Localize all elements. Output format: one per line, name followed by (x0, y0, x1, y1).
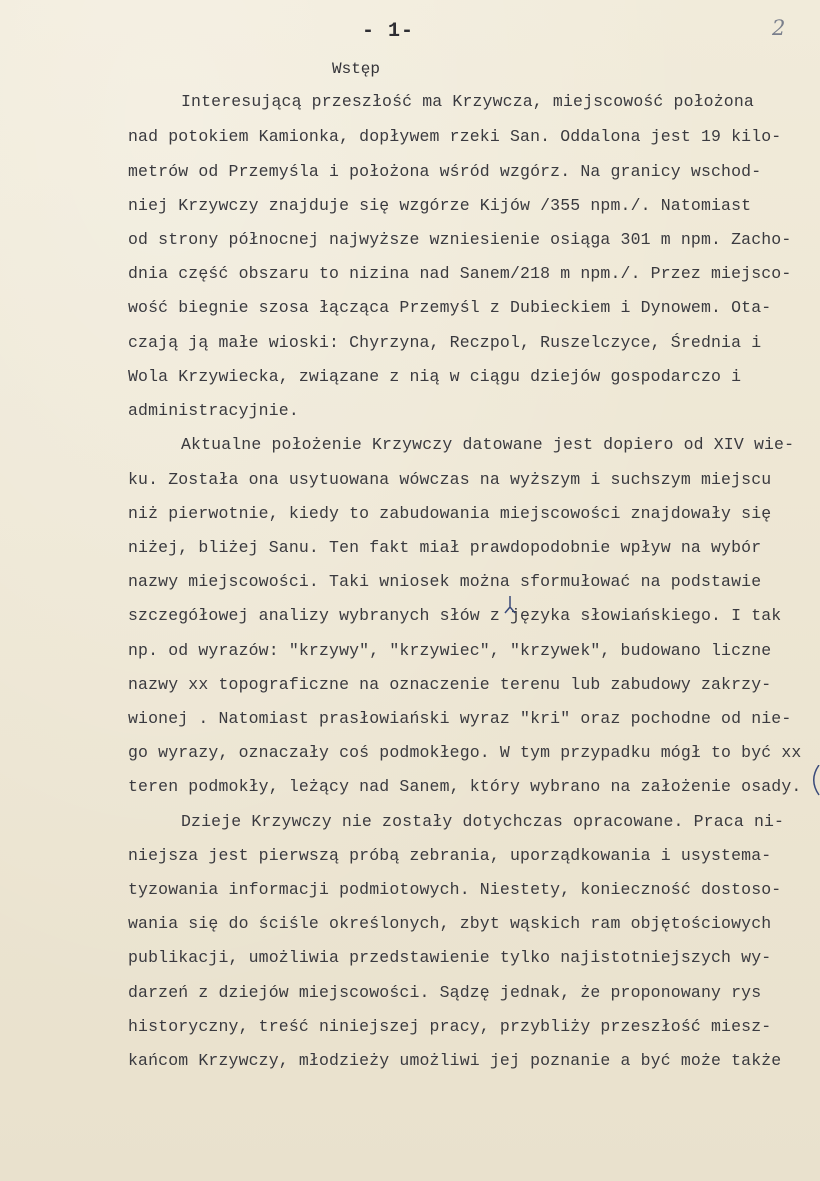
text-line: czają ją małe wioski: Chyrzyna, Reczpol, Ruszelczyce, Średnia i (128, 333, 762, 352)
text-line: niż pierwotnie, kiedy to zabudowania miejscowości znajdowały się (128, 504, 772, 523)
handwritten-margin-mark (810, 765, 820, 805)
text-line: wość biegnie szosa łącząca Przemyśl z Dubieckiem i Dynowem. Ota- (128, 298, 772, 317)
text-line: niejsza jest pierwszą próbą zebrania, uporządkowania i usystema- (128, 846, 772, 865)
text-line: nazwy miejscowości. Taki wniosek można sformułować na podstawie (128, 572, 762, 591)
text-line: od strony północnej najwyższe wzniesienie osiąga 301 m npm. Zacho- (128, 230, 792, 249)
handwritten-page-number: 2 (772, 16, 786, 40)
text-line: niej Krzywczy znajduje się wzgórze Kijów /355 npm./. Natomiast (128, 196, 752, 215)
text-line: nad potokiem Kamionka, dopływem rzeki San. Oddalona jest 19 kilo- (128, 127, 782, 146)
heading: Wstęp (332, 60, 381, 78)
text-line: np. od wyrazów: "krzywy", "krzywiec", "krzywek", budowano liczne (128, 641, 772, 660)
text-line: publikacji, umożliwia przedstawienie tylko najistotniejszych wy- (128, 948, 772, 967)
text-line: szczegółowej analizy wybranych słów z języka słowiańskiego. I tak (128, 606, 782, 625)
text-line: tyzowania informacji podmiotowych. Niestety, konieczność dostoso- (128, 880, 782, 899)
text-line: Wola Krzywiecka, związane z nią w ciągu dziejów gospodarczo i (128, 367, 742, 386)
text-line: kańcom Krzywczy, młodzieży umożliwi jej poznanie a być może także (128, 1051, 782, 1070)
text-line: wionej . Natomiast prasłowiański wyraz "kri" oraz pochodne od nie- (128, 709, 792, 728)
text-line: historyczny, treść niniejszej pracy, przybliży przeszłość miesz- (128, 1017, 772, 1036)
text-line: Dzieje Krzywczy nie zostały dotychczas opracowane. Praca ni- (181, 812, 785, 831)
text-line: metrów od Przemyśla i położona wśród wzgórz. Na granicy wschod- (128, 162, 762, 181)
text-line: niżej, bliżej Sanu. Ten fakt miał prawdopodobnie wpływ na wybór (128, 538, 762, 557)
handwritten-insert-mark (502, 596, 518, 614)
page-number: - 1- (362, 20, 415, 43)
text-line: Aktualne położenie Krzywczy datowane jest dopiero od XIV wie- (181, 435, 795, 454)
text-line: nazwy xx topograficzne na oznaczenie terenu lub zabudowy zakrzy- (128, 675, 772, 694)
text-line: go wyrazy, oznaczały coś podmokłego. W tym przypadku mógł to być xx (128, 743, 802, 762)
text-line: dnia część obszaru to nizina nad Sanem/218 m npm./. Przez miejsco- (128, 264, 792, 283)
text-line: darzeń z dziejów miejscowości. Sądzę jednak, że proponowany rys (128, 983, 762, 1002)
text-line: teren podmokły, leżący nad Sanem, który wybrano na założenie osady. (128, 777, 802, 796)
text-line: wania się do ściśle określonych, zbyt wąskich ram objętościowych (128, 914, 772, 933)
text-line: ku. Została ona usytuowana wówczas na wyższym i suchszym miejscu (128, 470, 772, 489)
text-line: Interesującą przeszłość ma Krzywcza, miejscowość położona (181, 92, 754, 111)
text-line: administracyjnie. (128, 401, 299, 420)
